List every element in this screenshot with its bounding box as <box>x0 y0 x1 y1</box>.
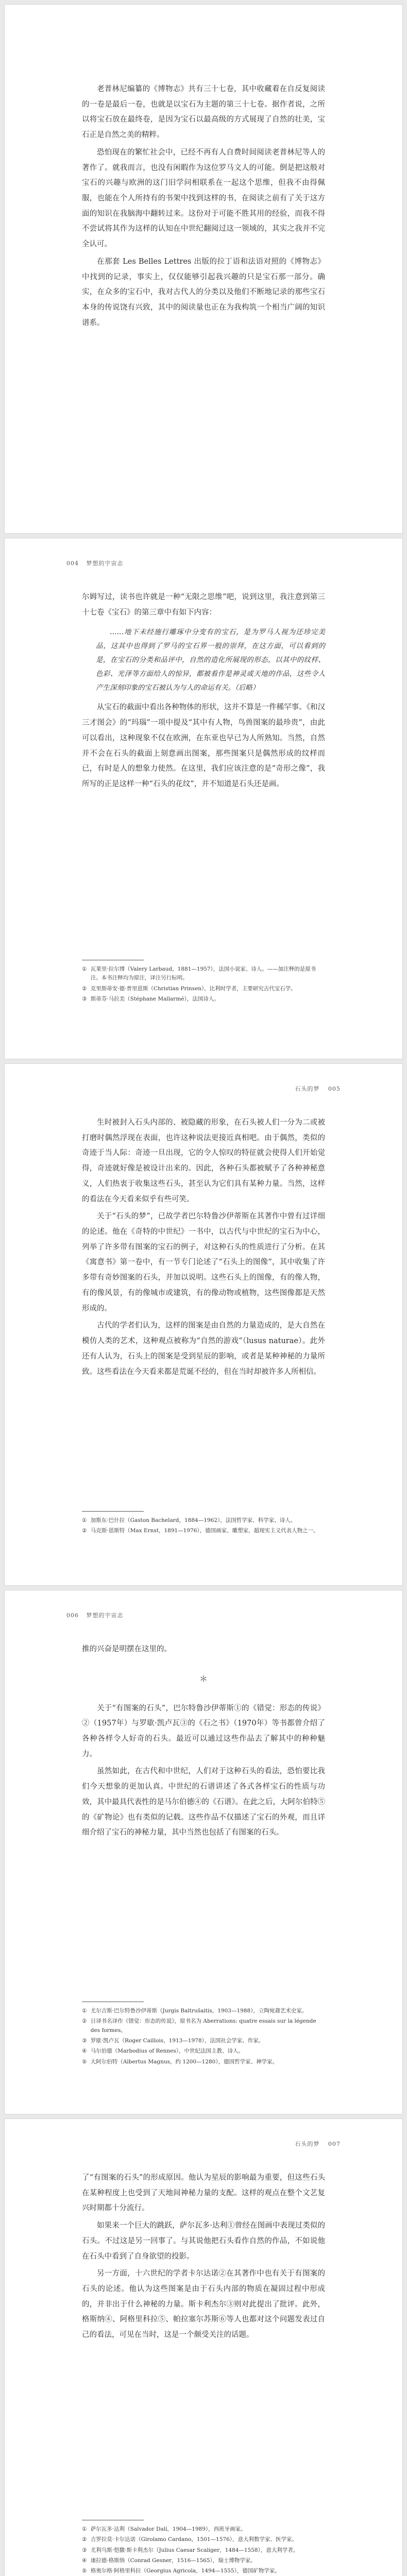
book-page-5 <box>4 2119 403 2576</box>
paragraph: 关于“有图案的石头”，巴尔特鲁沙伊蒂斯①的《错觉：形态的传说》②（1957年）与罗歇·凯卢瓦③的《石之书》（1970年）等书都曾介绍了各种各样令人好奇的石头。最近可以通过这些作品去了解其中的种种魅力。 <box>82 1704 325 1758</box>
footnote: ① 加斯东·巴什拉（Gaston Bachelard，1884—1962），法国哲学家、科学家、诗人。 <box>82 1517 296 1523</box>
footnote: ① 尤尔吉斯·巴尔特鲁沙伊蒂斯（Jurgis Baltrušaitis，1903—1988），立陶宛裔艺术史家。 <box>82 2008 308 2014</box>
book-page-3 <box>4 1063 403 1586</box>
section-break-star: ＊ <box>199 1673 208 1684</box>
page-number: 004 <box>66 560 79 567</box>
footnote: ② 克里斯蒂安·德·普里恩斯（Christian Prinsen），比利时学者，主要研究古代宝石学。 <box>82 985 296 992</box>
paragraph: 老普林尼编纂的《博物志》共有三十七卷，其中收藏着在自反复阅读的一卷是最后一卷，也就是以宝石为主题的第三十七卷。据作者说，之所以将宝石放在最终卷，是因为宝石以最高级的方式展现了自然的壮美，宝石正是自然之美的精粹。 <box>82 85 325 140</box>
page-number: 007 <box>328 2141 341 2147</box>
footnotes <box>82 965 325 1005</box>
quote-text: ……地下未经施行雕琢中分变有的宝石，是为罗马人视为还珍完美品，这其中也得到了罗马的宝石界一般的崇拜，在这方面，可以看到的是，在宝石的分类和品评中，自然的造化所展现的形态，以其中的纹样、色彩、光泽等方面给人的惊异，都被看作是神灵或天地的作品，这些令人产生深刻印象的宝石被认为与人的命运有关。（后略） <box>96 628 325 692</box>
running-header <box>295 2140 341 2148</box>
page-body <box>82 590 325 792</box>
footnote: ② 吉罗拉莫·卡尔达诺（Girolamo Cardano，1501—1576），意大利数学家、医学家。 <box>82 2536 298 2543</box>
footnotes <box>82 1516 325 1537</box>
page-body <box>82 1642 325 1841</box>
running-header <box>295 1084 341 1093</box>
running-title: 梦想的宇宙志 <box>86 1612 124 1619</box>
page-number: 005 <box>328 1086 341 1092</box>
book-page-2 <box>4 538 403 1059</box>
footnote: ④ 康拉德·格斯纳（Conrad Gesner，1516—1565），瑞士博物学家。 <box>82 2557 256 2564</box>
paragraph: 另一方面，十六世纪的学者卡尔达诺②在其著作中也有关于有图案的石头的论述。他认为这些图案是由于石头内部的物质在凝固过程中形成的，并非出于什么神秘的力量。斯卡利杰尔③则对此提出了批评。此外，格斯纳④、阿格里科拉⑤、帕拉塞尔苏斯⑥等人也都对这个问题发表过自己的看法，可见在当时，这是一个颇受关注的话题。 <box>82 2269 325 2340</box>
paragraph: 在那套 Les Belles Lettres 出版的拉丁语和法语对照的《博物志》中找到的记录，事实上，仅仅能够引起我兴趣的只是宝石那一部分。确实，在众多的宝石中，我对古代人的分类以及他们不断地记录的那些宝石本身的传说饶有兴致，其中的阅读量也正在为我构筑一个相当广阔的知识谱系。 <box>82 257 325 327</box>
running-title: 石头的梦 <box>295 1086 320 1092</box>
paragraph: 如果来一个巨大的跳跃，萨尔瓦多·达利①曾经在图画中表现过类似的石头。不过这是另一回事了。与其说他把石头看作自然的作品，不如说他在石头中看到了自身欲望的投影。 <box>82 2222 325 2261</box>
paragraph: 从宝石的截面中看出各种物体的形状，这并不算是一件稀罕事。《和汉三才图会》的“玛瑙”一项中提及“其中有人物，鸟兽图案的最珍贵”，由此可以看出，这种现象不仅在欧洲，在东亚也早已为人所熟知。当然，自然并不会在石头的截面上刻意画出图案，那些图案只是偶然形成的纹样而已，有时是人的想象力使然。在这里，我们应该注意的是“奇形之像”，我所写的正是这样一种“石头的花纹”，并不知道是石头还是画。 <box>82 703 325 789</box>
running-title: 梦想的宇宙志 <box>86 560 124 567</box>
paragraph: 关于“石头的梦”，已故学者巴尔特鲁沙伊蒂斯在其著作中曾有过详细的论述。他在《奇特的中世纪》一书中，以古代与中世纪的宝石为中心，列举了许多带有图案的宝石的例子，对这种石头的性质进行了分析。在其《寓意书》第一卷中，有一节专门论述了“石头上的图像”，其中收集了许多带有奇妙图案的石头，并加以说明。这些石头上的图像，有的像人物，有的像风景，有的像城市或建筑，有的像动物或植物，这些图像都是天然形成的。 <box>82 1212 325 1313</box>
footnote: ③ 斯蒂芬·马拉美（Stéphane Mallarmé），法国诗人。 <box>82 995 219 1002</box>
paragraph: 推的兴奋是明摆在这里的。 <box>82 1645 172 1653</box>
paragraph: 生时被封入石头内部的、被隐藏的形象，在石头被人们一分为二或被打磨时偶然浮现在表面，也许这种说法更接近真相吧。由于偶然，类似的奇迹于当人际：奇迹一旦出现，它的令人惊叹的特征就会使得人们开始觉得，奇迹就好像是被设计出来的。因此，各种石头都被赋予了各种神秘意义，人们热衷于收集这些石头，甚至认为它们具有某种力量。当然，这样的看法在今天看来似乎有些可笑。 <box>82 1118 325 1204</box>
footnote: ① 瓦莱里·拉尔博（Valery Larbaud，1881—1957），法国小说家、诗人。——加注释的是原书注。本书注释均为原注，译注另行标明。 <box>82 966 316 981</box>
page-body <box>82 2171 325 2343</box>
footnote: ⑤ 格奥尔格·阿格里科拉（Georgius Agricola，1494—1555），德国矿物学家。 <box>82 2568 280 2574</box>
running-header <box>66 559 124 567</box>
footnote: ② 马克斯·恩斯特（Max Ernst，1891—1976），德国画家、雕塑家，超现实主义代表人物之一。 <box>82 1528 319 1534</box>
page-body <box>82 82 325 331</box>
paragraph: 了“有图案的石头”的形成原因。他认为星辰的影响最为重要，但这些石头在某种程度上也受到了天地间神秘力量的支配。这样的观点在整个文艺复兴时期都十分流行。 <box>82 2174 325 2213</box>
paragraph: 尔姆写过，读书也许就是一种“无限之思维”吧，说到这里，我注意到第三十七卷《宝石》的第三章中有如下内容： <box>82 593 325 617</box>
footnote: ⑤ 大阿尔伯特（Albertus Magnus，约 1200—1280），德国哲学家、神学家。 <box>82 2058 278 2065</box>
block-quote <box>82 625 325 695</box>
footnote: ③ 罗歇·凯卢瓦（Roger Caillois，1913—1978），法国社会学家、作家。 <box>82 2037 264 2044</box>
paragraph: 古代的学者们认为，这样的图案是由自然的力量造成的，是大自然在模仿人类的艺术，这种观点被称为“自然的游戏”（lusus naturae）。此外还有人认为，石头上的图案是受到星辰的影响，或者是某种神秘的力量所致。这些看法在今天看来都是荒诞不经的，但在当时却被许多人所相信。 <box>82 1321 325 1376</box>
footnotes <box>82 2007 325 2068</box>
page-body <box>82 1115 325 1380</box>
book-page-1 <box>4 4 403 534</box>
running-header <box>66 1611 124 1619</box>
page-number: 006 <box>66 1612 79 1619</box>
footnotes <box>82 2525 325 2576</box>
book-page-4 <box>4 1590 403 2114</box>
paragraph: 虽然如此，在古代和中世纪，人们对于这种石头的看法，恐怕要比我们今天想象的更加认真。中世纪的石谱讲述了各式各样宝石的性质与功效，其中最具代表性的是马尔伯德④的《石谱》。在此之后，大阿尔伯特⑤的《矿物论》也有类似的记载。这些作品不仅描述了宝石的外观，而且详细介绍了宝石的神秘力量，其中当然也包括了有图案的石头。 <box>82 1767 325 1837</box>
paragraph: 恐怕现在的繁忙社会中，已经不再有人自费时间阅读老普林尼等人的著作了。就我而言，也没有闲暇作为这位罗马文人的可能。倒是把这般对宝石的兴趣与欧洲的这门旧学问相联系在一起这个思维，但我不由得佩服，也能在个人所持有的书架中找到这样的书，在阅读之前有了关于这方面的知识在我脑海中翻转过来。这份对于可能不胜其用的经验，而我不得不尝试将其作为这样的认知在中世纪翻阅过这一领域的，其实之我并不完全认可。 <box>82 148 325 249</box>
footnote: ③ 尤利乌斯·恺撒·斯卡利杰尔（Julius Caesar Scaliger，1484—1558），意大利学者。 <box>82 2547 299 2553</box>
footnote: ④ 马尔伯德（Marbodius of Rennes），中世纪法国主教、诗人。 <box>82 2048 244 2055</box>
running-title: 石头的梦 <box>295 2141 320 2147</box>
footnote: ② 日译书名译作《错觉：形态的传说》，原书名为 Aberrations: quatre essais sur la légende des formes。 <box>82 2018 316 2033</box>
footnote: ① 萨尔瓦多·达利（Salvador Dalí，1904—1989），西班牙画家。 <box>82 2526 246 2532</box>
footnote-rule <box>82 1511 144 1512</box>
